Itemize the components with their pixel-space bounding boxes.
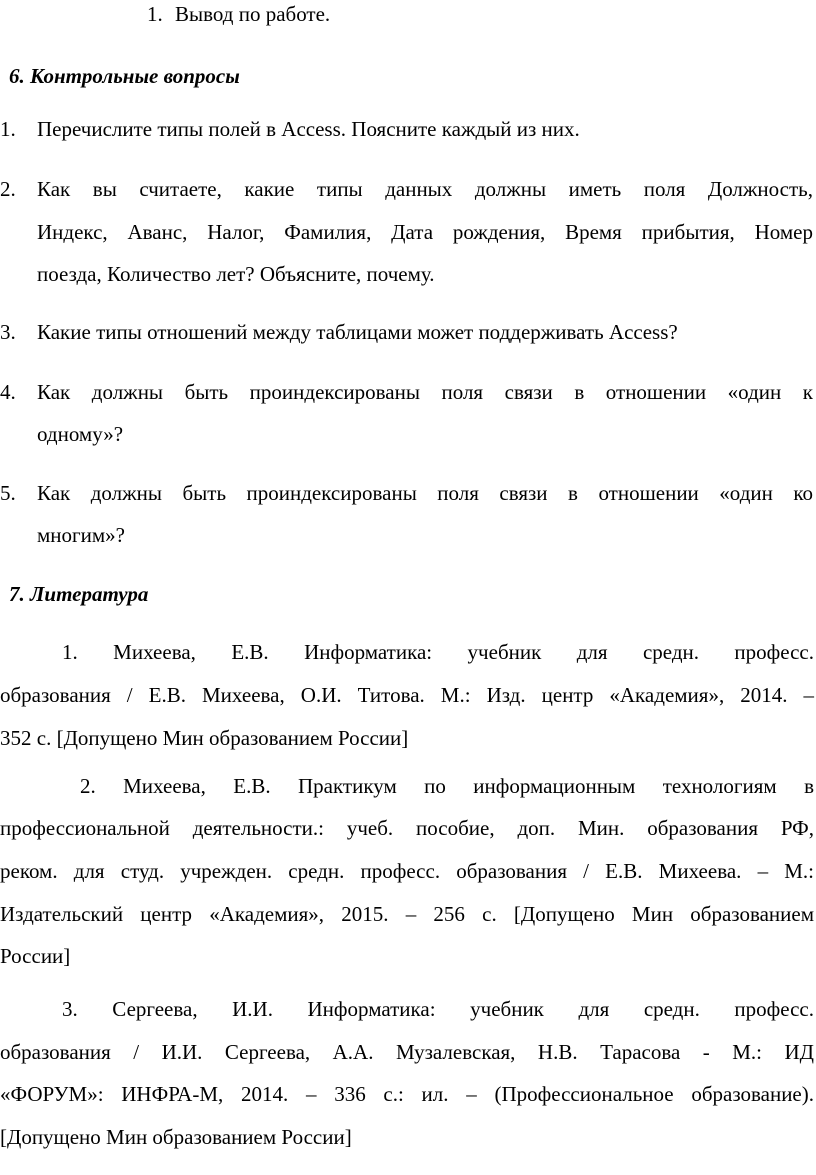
question-1-line-1: Перечислите типы полей в Access. Поясните каждый из них. [37,117,580,141]
conclusion-item-text: Вывод по работе. [175,2,331,26]
reference-2-line-4: Издательский центр «Академия», 2015. – 256 с. [Допущено Мин образованием [0,902,814,926]
reference-3-line-1: 3. Сергеева, И.И. Информатика: учебник для средн. професс. [62,997,814,1021]
reference-2-line-2: профессиональной деятельности.: учеб. пособие, доп. Мин. образования РФ, [0,816,814,840]
question-4-line-1: Как должны быть проиндексированы поля связи в отношении «один к [37,380,813,404]
reference-3-line-4: [Допущено Мин образованием России] [0,1125,352,1149]
reference-2-line-3: реком. для студ. учрежден. средн. професс. образования / Е.В. Михеева. – М.: [0,859,814,883]
question-2-number: 2. [0,177,16,201]
question-1-number: 1. [0,117,16,141]
conclusion-item-number: 1. [147,2,163,26]
reference-3-line-3: «ФОРУМ»: ИНФРА-М, 2014. – 336 с.: ил. – (Профессиональное образование). [0,1082,814,1106]
question-5-line-1: Как должны быть проиндексированы поля связи в отношении «один ко [37,481,813,505]
section-6-heading: 6. Контрольные вопросы [9,64,240,88]
question-5-number: 5. [0,481,16,505]
question-3-line-1: Какие типы отношений между таблицами может поддерживать Access? [37,320,678,344]
question-2-line-3: поезда, Количество лет? Объясните, почему. [37,262,435,286]
question-5-line-2: многим»? [37,523,125,547]
reference-1-line-2: образования / Е.В. Михеева, О.И. Титова. М.: Изд. центр «Академия», 2014. – [0,683,814,707]
question-3-number: 3. [0,320,16,344]
reference-3-line-2: образования / И.И. Сергеева, А.А. Музалевская, Н.В. Тарасова - М.: ИД [0,1040,814,1064]
question-2-line-2: Индекс, Аванс, Налог, Фамилия, Дата рождения, Время прибытия, Номер [37,220,813,244]
question-2-line-1: Как вы считаете, какие типы данных должны иметь поля Должность, [37,177,813,201]
question-4-number: 4. [0,380,16,404]
conclusion-item [147,2,330,27]
reference-2-line-1: 2. Михеева, Е.В. Практикум по информационным технологиям в [80,774,814,798]
reference-1-line-3: 352 с. [Допущено Мин образованием России] [0,726,409,750]
question-4-line-2: одному»? [37,422,124,446]
section-7-heading: 7. Литература [9,582,149,606]
reference-1-line-1: 1. Михеева, Е.В. Информатика: учебник для средн. професс. [62,640,814,664]
reference-2-line-5: России] [0,944,71,968]
